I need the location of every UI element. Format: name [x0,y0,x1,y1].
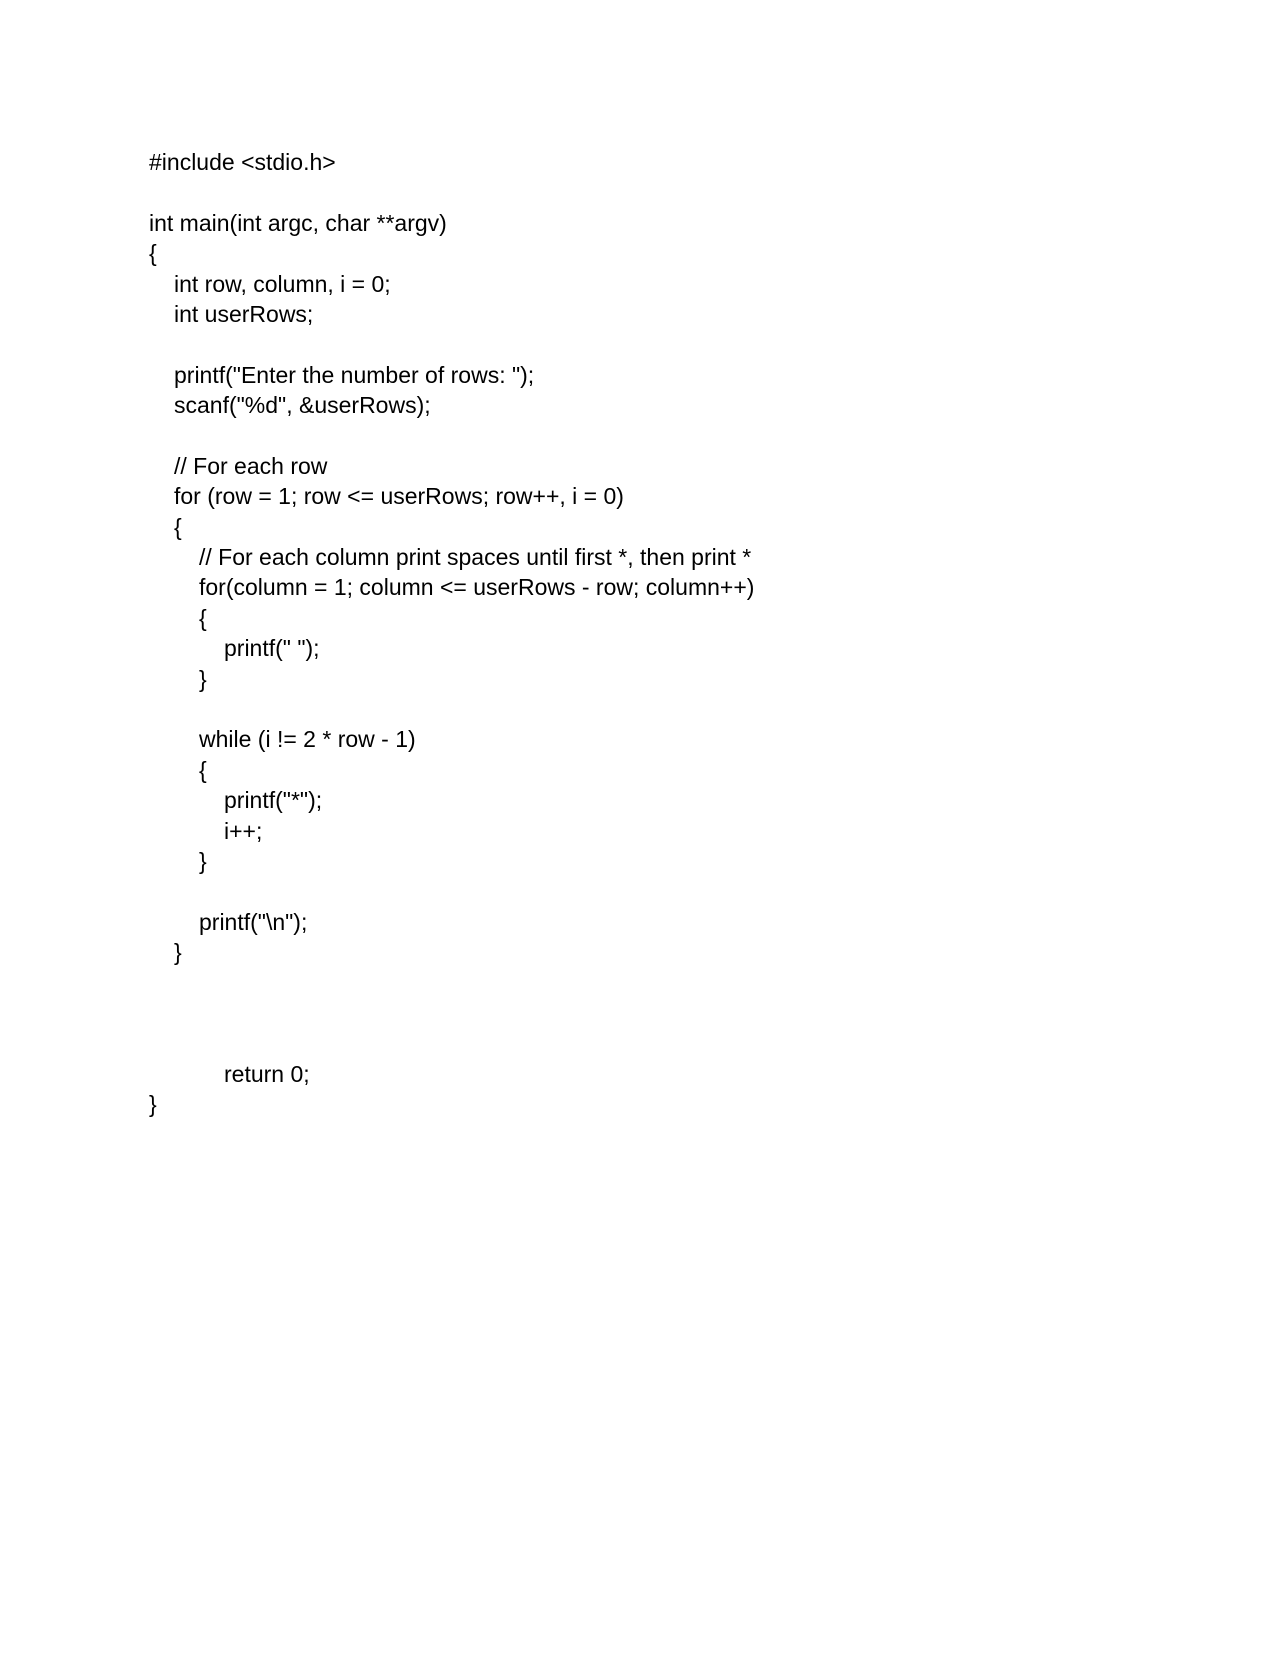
code-line-for-column-open-brace: { [199,604,207,631]
blank-line [149,421,754,451]
code-line-while-open-brace: { [199,756,207,783]
code-line-increment: i++; [224,817,263,844]
code-line-for-row: for (row = 1; row <= userRows; row++, i = 0) [174,483,624,510]
code-line-userrows-decl: int userRows; [174,300,314,327]
blank-line [149,329,754,359]
code-line-main-close-brace: } [149,1091,157,1118]
code-line-scanf: scanf("%d", &userRows); [174,392,431,419]
code-line-for-row-open-brace: { [174,513,182,540]
code-line-var-decl: int row, column, i = 0; [174,270,391,297]
code-line-comment-each-column: // For each column print spaces until first *, then print * [199,544,752,571]
code-line-while-close-brace: } [199,847,207,874]
code-line-while: while (i != 2 * row - 1) [199,726,416,753]
code-line-printf-space: printf(" "); [224,635,320,662]
blank-line [149,177,754,207]
code-line-include: #include <stdio.h> [149,149,336,175]
code-line-for-column-close-brace: } [199,665,207,692]
code-line-main-open-brace: { [149,240,157,267]
code-line-printf-star: printf("*"); [224,787,323,814]
blank-line [149,998,754,1028]
blank-line [149,694,754,724]
code-line-comment-each-row: // For each row [174,452,328,479]
code-line-printf-prompt: printf("Enter the number of rows: "); [174,361,535,388]
blank-line [149,876,754,906]
code-line-for-row-close-brace: } [174,939,182,966]
code-line-main-signature: int main(int argc, char **argv) [149,209,447,236]
code-line-for-column: for(column = 1; column <= userRows - row; column++) [199,574,755,601]
code-line-return: return 0; [224,1060,310,1087]
code-line-printf-newline: printf("\n"); [199,908,308,935]
blank-line [149,1028,754,1058]
code-listing [149,147,754,1120]
blank-line [149,968,754,998]
